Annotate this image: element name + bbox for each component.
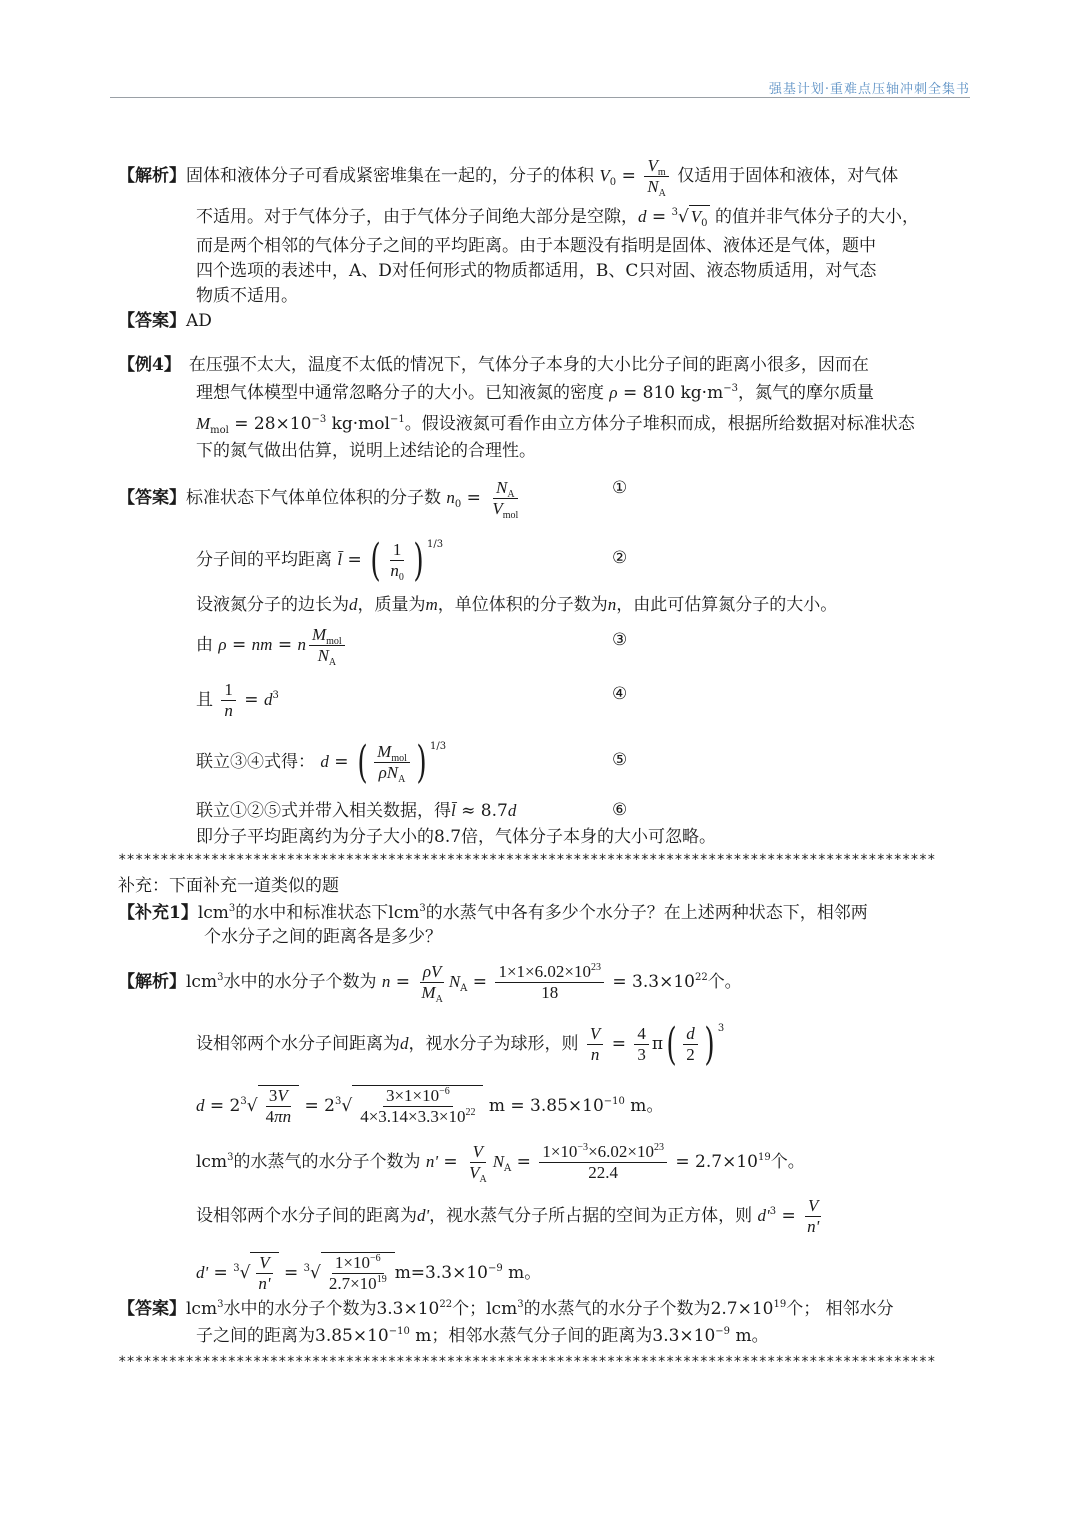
- example4-line4: 下的氮气做出估算，说明上述结论的合理性。: [196, 441, 536, 461]
- answer3-line1: 【答案】lcm$^3$水中的水分子个数为$3.3\times 10^{22}$个；lcm$^3$的水蒸气的水分子个数为$2.7\times 10^{19}$个； 相邻水分: [118, 1299, 894, 1319]
- answer2-step6: 联立③④式得： d = ( $\frac{M_{mol}}{\rho N_A}$ ) $^{1/3}$: [196, 736, 447, 788]
- answer2-step8: 即分子平均距离约为分子大小的8.7倍，气体分子本身的大小可忽略。: [196, 827, 717, 847]
- answer2-step2: 分子间的平均距离 l̄ = ( $\frac{1}{n_0}$ ) $^{1/3}$: [196, 534, 444, 586]
- formula-v0: $\frac{V_m}{N_A}$: [644, 156, 669, 197]
- eq-mark-6: ⑥: [612, 800, 628, 820]
- example-tag: 【例4】: [118, 355, 181, 375]
- example4-line3: $M_{mol} = 28\times 10^{-3}$ kg·mol$^{-1}$。假设液氮可看作由立方体分子堆积而成，根据所给数据对标准状态: [196, 414, 915, 436]
- analysis1-line1: 【解析】固体和液体分子可看成紧密堆集在一起的，分子的体积 $V_0$ = $\frac{V_m}{N_A}$ 仅适用于固体和液体，对气体: [118, 156, 899, 199]
- analysis2-line1: 【解析】lcm$^3$水中的水分子个数为 n = $\frac{\rho V}{M_A}$ $N_A$ = $\frac{1\times 1\times 6.02\times 10^{23}}{18}$ = $3.3\times 10^{22}$个。: [118, 962, 742, 1005]
- answer2-step5: 且 $\frac{1}{n}$ = $d^3$: [196, 680, 279, 720]
- eq-mark-3: ③: [612, 630, 628, 650]
- analysis2-line3: $d = 2^3√$ $\frac{3V}{4\pi n}$ = $2^3√$ $\frac{3\times 1\times 10^{-6}}{4\times 3.14\times 3.3\times 10^{22}}$ $m = 3.85\times 10^{-10}$ m。: [196, 1086, 664, 1126]
- analysis1-line2: 不适用。对于气体分子，由于气体分子间绝大部分是空隙，d = $^3$√ $V_0$ 的值并非气体分子的大小，: [196, 207, 919, 229]
- supplement-intro: 补充：下面补充一道类似的题: [118, 876, 339, 896]
- example4-line1: 【例4】 在压强不太大，温度不太低的情况下，气体分子本身的大小比分子间的距离小很多，因而在: [118, 355, 869, 375]
- answer2-step4: 由 ρ = nm = n $\frac{M_{mol}}{N_A}$: [196, 625, 348, 666]
- analysis-tag: 【解析】: [118, 166, 186, 186]
- answer2-step7: 联立①②⑤式并带入相关数据，得l̄ ≈ 8.7d: [196, 801, 517, 821]
- analysis1-line3: 而是两个相邻的气体分子之间的平均距离。由于本题没有指明是固体、液体还是气体，题中: [196, 236, 876, 256]
- answer1: 【答案】AD: [118, 311, 212, 331]
- analysis2-line2: 设相邻两个水分子间距离为d，视水分子为球形，则 $\frac{V}{n}$ = $\frac{4}{3}$ π( $\frac{d}{2}$ ) $^3$: [196, 1018, 725, 1070]
- analysis1-line4: 四个选项的表述中，A、D对任何形式的物质都适用，B、C只对固、液态物质适用，对气态: [196, 261, 877, 281]
- analysis2-line6: d' = $^3$√ $\frac{V}{n'}$ = $^3$√ $\frac{1\times 10^{-6}}{2.7\times 10^{19}}$ $m=3.3\times 10^{-9}$ m。: [196, 1253, 542, 1293]
- eq-mark-2: ②: [612, 548, 628, 568]
- eq-mark-1: ①: [612, 478, 628, 498]
- answer2-step1: 【答案】标准状态下气体单位体积的分子数 $n_0$ = $\frac{N_A}{V_{mol}}$: [118, 478, 519, 521]
- supplement-q1: 【补充1】lcm$^3$的水中和标准状态下lcm$^3$的水蒸气中各有多少个水分子？在上述两种状态下，相邻两: [118, 903, 868, 923]
- answer2-step3: 设液氮分子的边长为d，质量为m，单位体积的分子数为n，由此可估算氮分子的大小。: [196, 595, 838, 615]
- separator-top: *************************************************************************************************: [118, 852, 936, 868]
- analysis2-line5: 设相邻两个水分子间的距离为d'，视水蒸气分子所占据的空间为正方体，则 $d'^3$ = $\frac{V}{n'}$: [196, 1196, 825, 1237]
- separator-bottom: *************************************************************************************************: [118, 1354, 936, 1370]
- eq-mark-5: ⑤: [612, 750, 628, 770]
- header-title: 强基计划·重难点压轴冲刺全集书: [768, 82, 970, 97]
- supplement-q2: 个水分子之间的距离各是多少？: [204, 927, 442, 947]
- analysis1-line5: 物质不适用。: [196, 286, 298, 306]
- eq-mark-4: ④: [612, 684, 628, 704]
- analysis2-line4: lcm$^3$的水蒸气的水分子个数为 n' = $\frac{V}{V_A}$ $N_A$ = $\frac{1\times 10^{-3}\times 6.02\times 10^{23}}{22.4}$ = $2.7\times 10^{19}$个。: [196, 1142, 805, 1185]
- example4-line2: 理想气体模型中通常忽略分子的大小。已知液氮的密度 ρ = 810 $kg\cdot m^{-3}$，氮气的摩尔质量: [196, 383, 874, 403]
- answer3-line2: 子之间的距离为$3.85\times 10^{-10}$ m；相邻水蒸气分子间的距离为$3.3\times 10^{-9}$ m。: [196, 1326, 769, 1346]
- header-rule: [110, 97, 970, 98]
